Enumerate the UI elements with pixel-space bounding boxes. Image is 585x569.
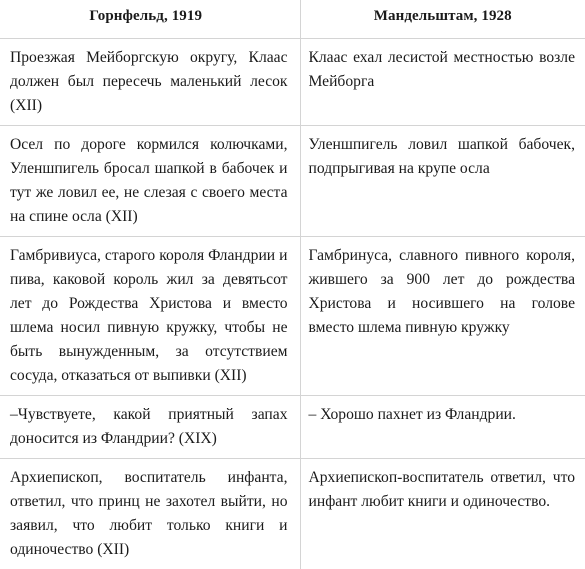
gornfeld-text-cell: –Чувствуете, какой приятный запах доносится из Фландрии? (XIX) <box>0 396 300 459</box>
gornfeld-text-cell: Осел по дороге кормился колючками, Уленшпигель бросал шапкой в бабочек и тут же ловил ее, не слезая с своего места на спине осла (XII) <box>0 126 300 237</box>
column-header-mandelstam: Мандельштам, 1928 <box>300 0 585 39</box>
mandelstam-text-cell: Клаас ехал лесистой местностью возле Мейборга <box>300 39 585 126</box>
gornfeld-text-cell: Гамбривиуса, старого короля Фландрии и пива, каковой король жил за девятьсот лет до Рождества Христова и вместо шлема носил пивную кружку, чтобы не быть вынужденным, за отсутствием сосуда, отказаться от выпивки (XII) <box>0 237 300 396</box>
table-row <box>0 39 585 126</box>
gornfeld-text-cell: Проезжая Мейборгскую округу, Клаас должен был пересечь маленький лесок (XII) <box>0 39 300 126</box>
table-row <box>0 126 585 237</box>
mandelstam-text-cell: Гамбринуса, славного пивного короля, жившего за 900 лет до рождества Христова и носившего на голове вместо шлема пивную кружку <box>300 237 585 396</box>
mandelstam-text-cell: Уленшпигель ловил шапкой бабочек, подпрыгивая на крупе осла <box>300 126 585 237</box>
mandelstam-text-cell: – Хорошо пахнет из Фландрии. <box>300 396 585 459</box>
table-row <box>0 459 585 569</box>
column-header-gornfeld: Горнфельд, 1919 <box>0 0 300 39</box>
table-row <box>0 396 585 459</box>
table-row <box>0 237 585 396</box>
mandelstam-text-cell: Архиепископ-воспитатель ответил, что инфант любит книги и одиночество. <box>300 459 585 569</box>
gornfeld-text-cell: Архиепископ, воспитатель инфанта, ответил, что принц не захотел выйти, но заявил, что любит только книги и одиночество (XII) <box>0 459 300 569</box>
table-header-row <box>0 0 585 39</box>
